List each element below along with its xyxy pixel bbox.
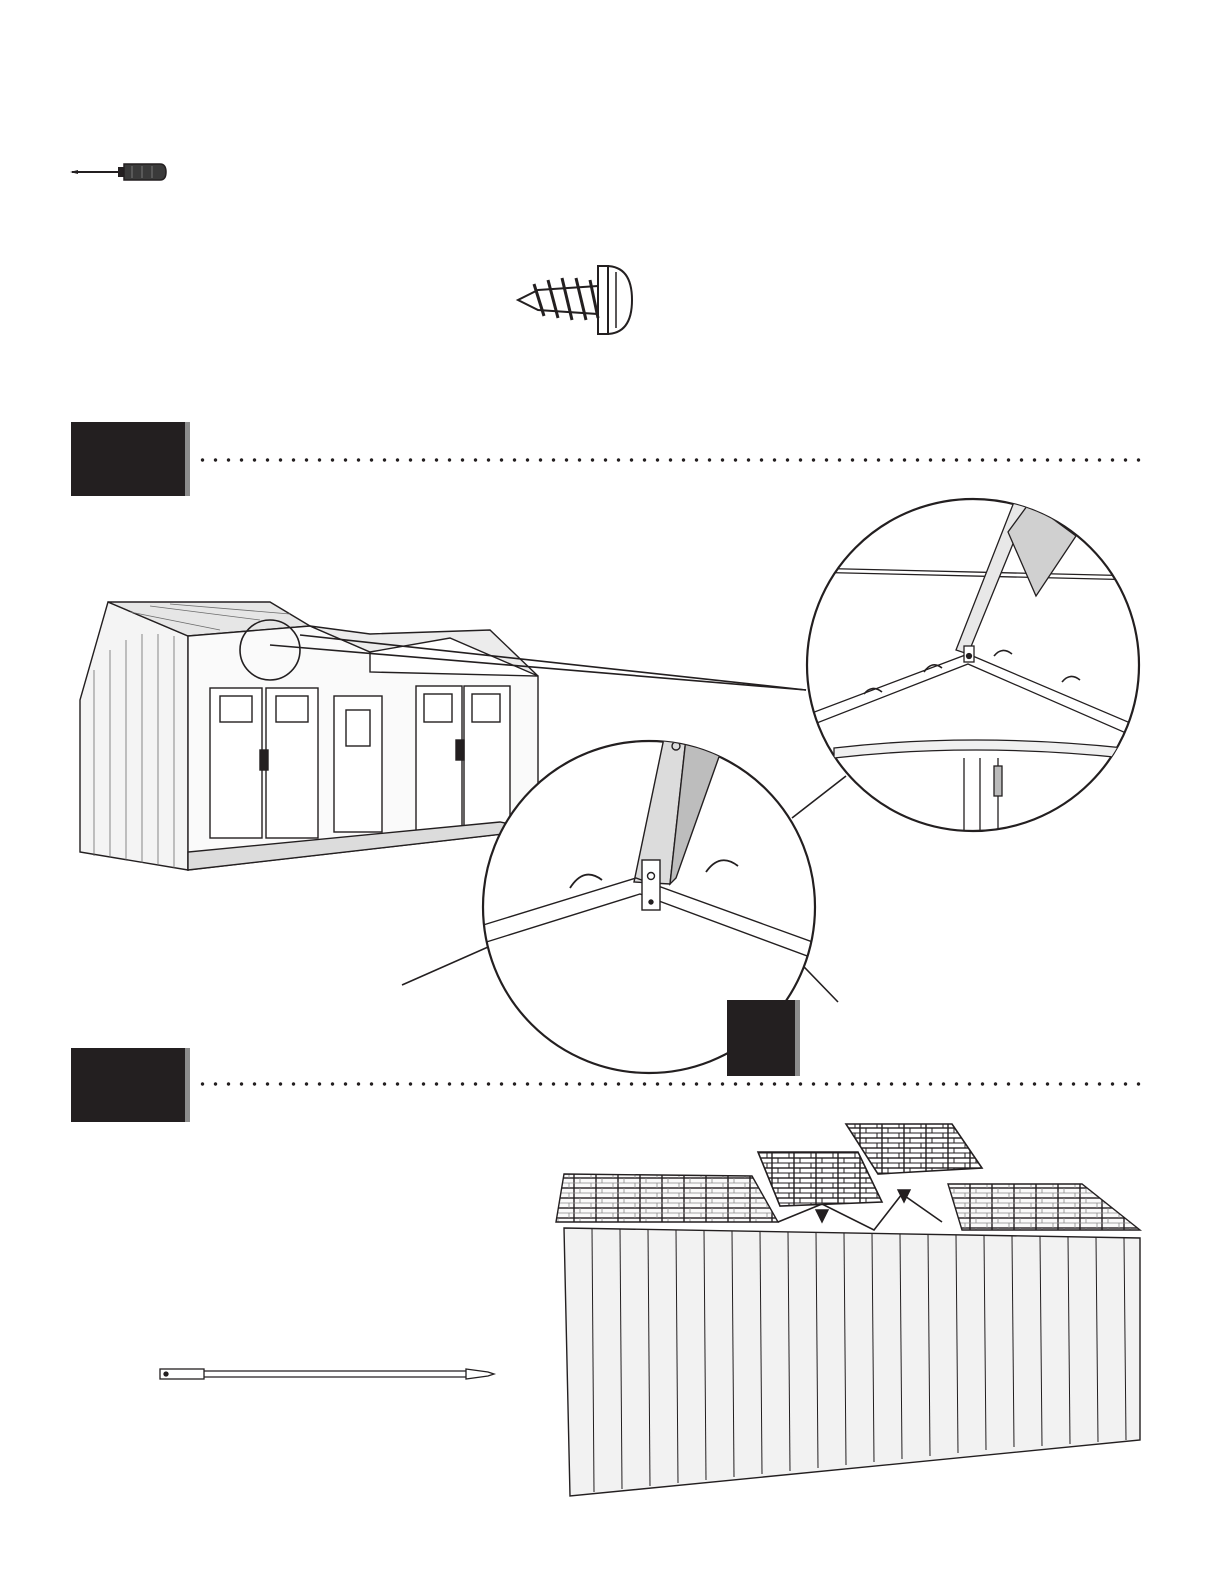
ridge-rod-part — [158, 1366, 498, 1389]
detail-step-marker — [727, 1000, 795, 1076]
magnified-ridge-detail — [804, 496, 1142, 839]
step-divider-2 — [196, 1082, 1146, 1086]
step-marker-2 — [71, 1048, 185, 1122]
shed-side-roof-illustration — [552, 1118, 1152, 1513]
